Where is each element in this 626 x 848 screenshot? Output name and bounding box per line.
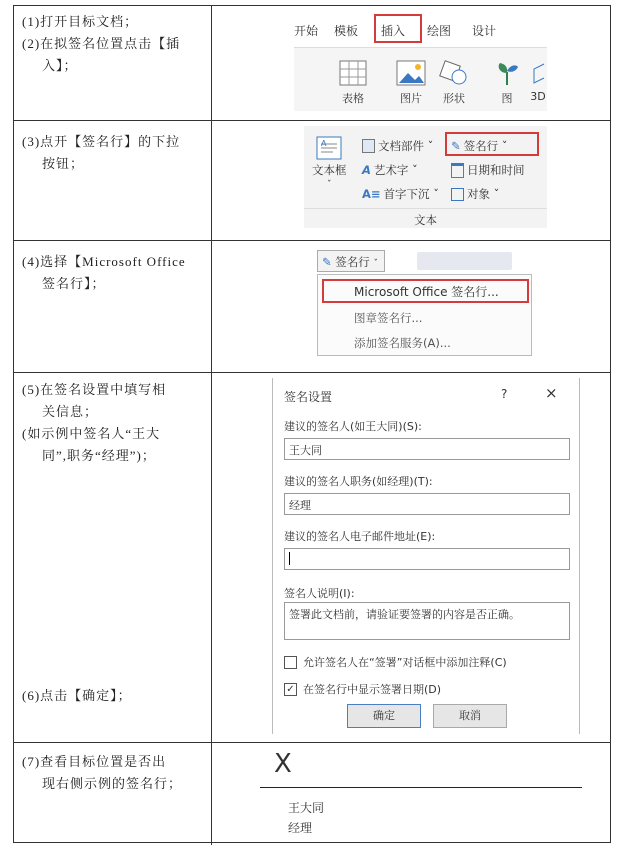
table-icon xyxy=(339,60,367,86)
signature-pen-icon: ✎ xyxy=(451,139,461,153)
signer-label: 建议的签名人(如王大同)(S): xyxy=(284,420,422,433)
blurred-button xyxy=(417,252,512,270)
table-row xyxy=(14,742,610,845)
highlight-box xyxy=(445,132,539,156)
step-text: (6)点击【确定】； xyxy=(22,688,132,703)
signer-title: 经理 xyxy=(288,821,313,835)
email-label: 建议的签名人电子邮件地址(E): xyxy=(284,530,436,543)
picture-button[interactable]: 图片 xyxy=(396,60,426,106)
title-label: 建议的签名人职务(如经理)(T): xyxy=(284,475,433,488)
signature-line xyxy=(260,787,582,788)
quickparts-icon xyxy=(362,139,375,153)
shapes-icon xyxy=(439,60,469,86)
cancel-button[interactable]: 取消 xyxy=(433,704,507,728)
svg-text:A: A xyxy=(321,139,327,148)
dropcap-button[interactable]: A≡ 首字下沉 ˇ xyxy=(362,187,439,201)
table-row xyxy=(14,6,610,120)
step-text: (7)查看目标位置是否出 现右侧示例的签名行； xyxy=(22,754,183,791)
table-row xyxy=(14,120,610,241)
email-field[interactable] xyxy=(284,548,570,570)
table-button[interactable]: 表格 xyxy=(339,60,367,106)
signature-x-mark: X xyxy=(274,749,292,779)
cube-icon xyxy=(530,60,546,86)
ribbon-text-group-screenshot xyxy=(304,126,547,228)
tab-design[interactable]: 设计 xyxy=(472,24,497,38)
textbox-button[interactable]: A 文本框 ˇ xyxy=(312,136,347,190)
menu-item-add-service[interactable]: 添加签名服务(A)... xyxy=(354,336,451,350)
tab-draw[interactable]: 绘图 xyxy=(427,24,452,38)
signature-line-dropdown[interactable]: ✎ 签名行 ˇ xyxy=(317,250,385,272)
signature-setup-dialog xyxy=(272,378,580,734)
object-button[interactable]: 对象 ˇ xyxy=(451,186,499,202)
checkbox-checked-icon[interactable]: ✓ xyxy=(284,683,297,696)
step-text: (3)点开【签名行】的下拉 按钮； xyxy=(22,134,181,171)
step-text: (5)在签名设置中填写相 关信息； (如示例中签名人“王大 同”,职务“经理”)； xyxy=(22,382,167,463)
instruction-table xyxy=(13,5,611,843)
help-button[interactable]: ? xyxy=(501,387,508,401)
signature-pen-icon: ✎ xyxy=(322,255,332,269)
plant-icon xyxy=(494,60,520,86)
instructions-label: 签名人说明(I): xyxy=(284,587,355,600)
icons-button[interactable]: 图 xyxy=(494,60,520,106)
menu-item-stamp-signature[interactable]: 图章签名行... xyxy=(354,311,423,325)
quickparts-button[interactable]: 文档部件 ˇ xyxy=(362,138,433,154)
dropdown-menu xyxy=(317,274,532,356)
ok-button[interactable]: 确定 xyxy=(347,704,421,728)
table-row xyxy=(14,372,610,743)
datetime-button[interactable]: 日期和时间 xyxy=(451,162,525,178)
step-text: (4)选择【Microsoft Office 签名行】； xyxy=(22,254,186,291)
dropcap-icon: A≡ xyxy=(362,187,381,201)
tab-start[interactable]: 开始 xyxy=(294,24,319,38)
tab-template[interactable]: 模板 xyxy=(334,24,359,38)
textbox-icon xyxy=(316,136,342,160)
instructions-field[interactable]: 签署此文档前，请验证要签署的内容是否正确。 xyxy=(284,602,570,640)
table-row xyxy=(14,240,610,373)
signature-dropdown-screenshot xyxy=(317,246,532,358)
wordart-button[interactable]: A 艺术字 ˇ xyxy=(362,163,418,177)
dialog-title: 签名设置 xyxy=(284,390,333,404)
signer-field[interactable]: 王大同 xyxy=(284,438,570,460)
3d-button[interactable]: 3D xyxy=(530,60,546,103)
shapes-button[interactable]: 形状 xyxy=(439,60,469,106)
picture-icon xyxy=(396,60,426,86)
close-button[interactable]: × xyxy=(545,384,558,402)
calendar-icon xyxy=(451,163,464,178)
checkbox-unchecked-icon[interactable] xyxy=(284,656,297,669)
signature-line-button[interactable]: ✎ 签名行 ˇ xyxy=(451,139,508,153)
title-field[interactable]: 经理 xyxy=(284,493,570,515)
object-icon xyxy=(451,188,464,201)
wordart-icon: A xyxy=(362,163,371,177)
ribbon-insert-screenshot xyxy=(294,10,547,111)
signature-line-example xyxy=(260,749,582,839)
show-date-option[interactable]: ✓ 在签名行中显示签署日期(D) xyxy=(284,681,441,697)
signer-name: 王大同 xyxy=(288,801,325,815)
group-label: 文本 xyxy=(414,213,437,227)
menu-item-office-signature[interactable]: Microsoft Office 签名行... xyxy=(354,285,499,299)
tab-insert[interactable]: 插入 xyxy=(381,24,406,38)
allow-comments-option[interactable]: 允许签名人在“签署”对话框中添加注释(C) xyxy=(284,654,507,670)
step-text: (1)打开目标文档； (2)在拟签名位置点击【插 入】； xyxy=(22,14,181,73)
highlight-box xyxy=(374,14,422,43)
